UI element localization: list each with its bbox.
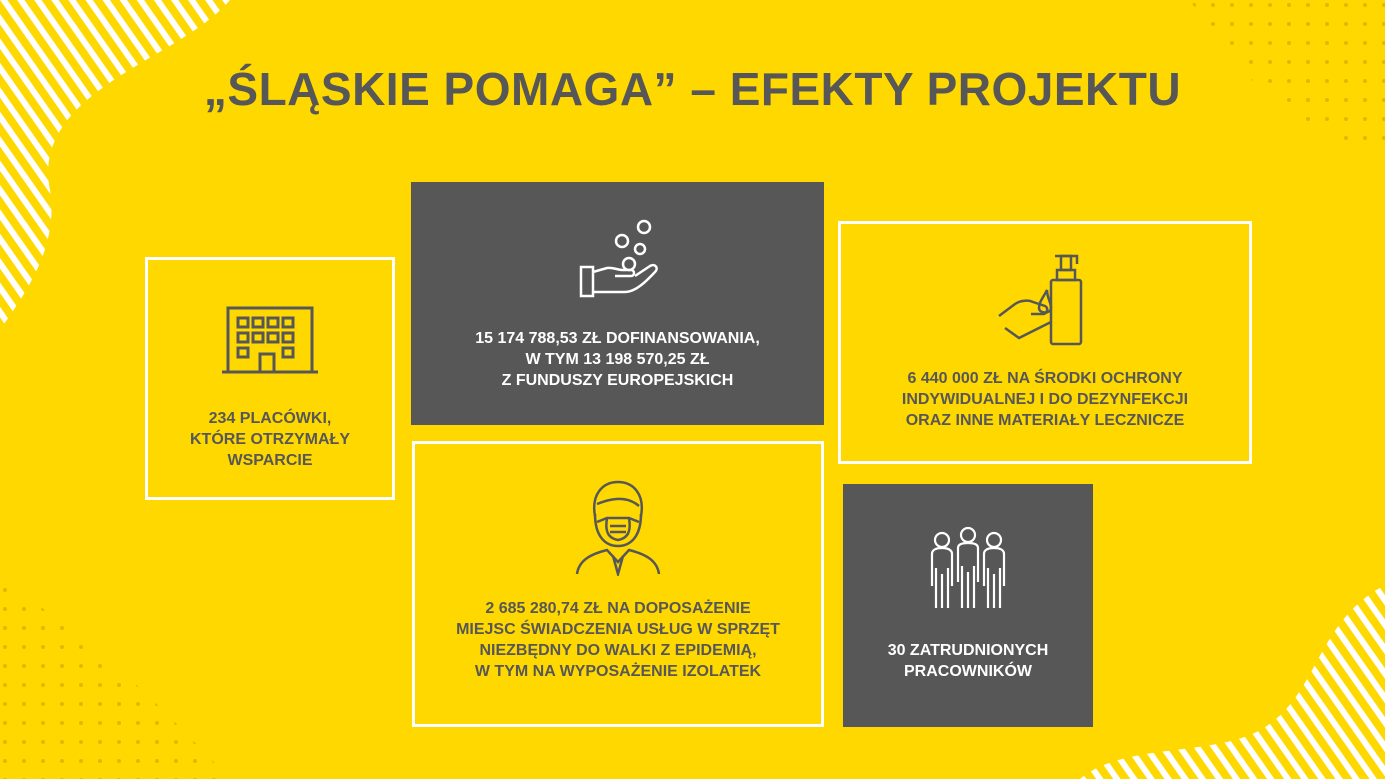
facilities-card <box>145 257 395 500</box>
hand-sanitizer-icon <box>995 254 1095 346</box>
equipment-card <box>412 441 824 727</box>
bottom-right-stripes-decoration <box>1080 585 1385 779</box>
employees-text: 30 ZATRUDNIONYCH PRACOWNIKÓW <box>887 642 1049 680</box>
funding-text: 15 174 788,53 ZŁ DOFINANSOWANIA, W TYM 13 198 570,25 ZŁ Z FUNDUSZY EUROPEJSKICH <box>475 330 760 389</box>
bottom-left-dots-decoration <box>0 585 230 779</box>
protective-measures-text: 6 440 000 ZŁ NA ŚRODKI OCHRONY INDYWIDUALNEJ I DO DEZYNFEKCJI ORAZ INNE MATERIAŁY LECZNICZE <box>901 370 1189 429</box>
protective-measures-card <box>838 221 1252 464</box>
hand-coins-icon <box>577 218 659 298</box>
facilities-text: 234 PLACÓWKI, KTÓRE OTRZYMAŁY WSPARCIE <box>190 410 350 469</box>
page-title: „ŚLĄSKIE POMAGA” – EFEKTY PROJEKTU <box>203 63 1182 115</box>
equipment-text: 2 685 280,74 ZŁ NA DOPOSAŻENIE MIEJSC ŚWIADCZENIA USŁUG W SPRZĘT NIEZBĘDNY DO WALKI Z EPIDEMIĄ, W TYM NA WYPOSAŻENIE IZOLATEK <box>456 600 780 680</box>
masked-person-icon <box>573 476 663 576</box>
building-icon <box>220 302 320 380</box>
employees-card <box>843 484 1093 727</box>
funding-card <box>411 182 824 425</box>
team-icon <box>928 526 1008 610</box>
